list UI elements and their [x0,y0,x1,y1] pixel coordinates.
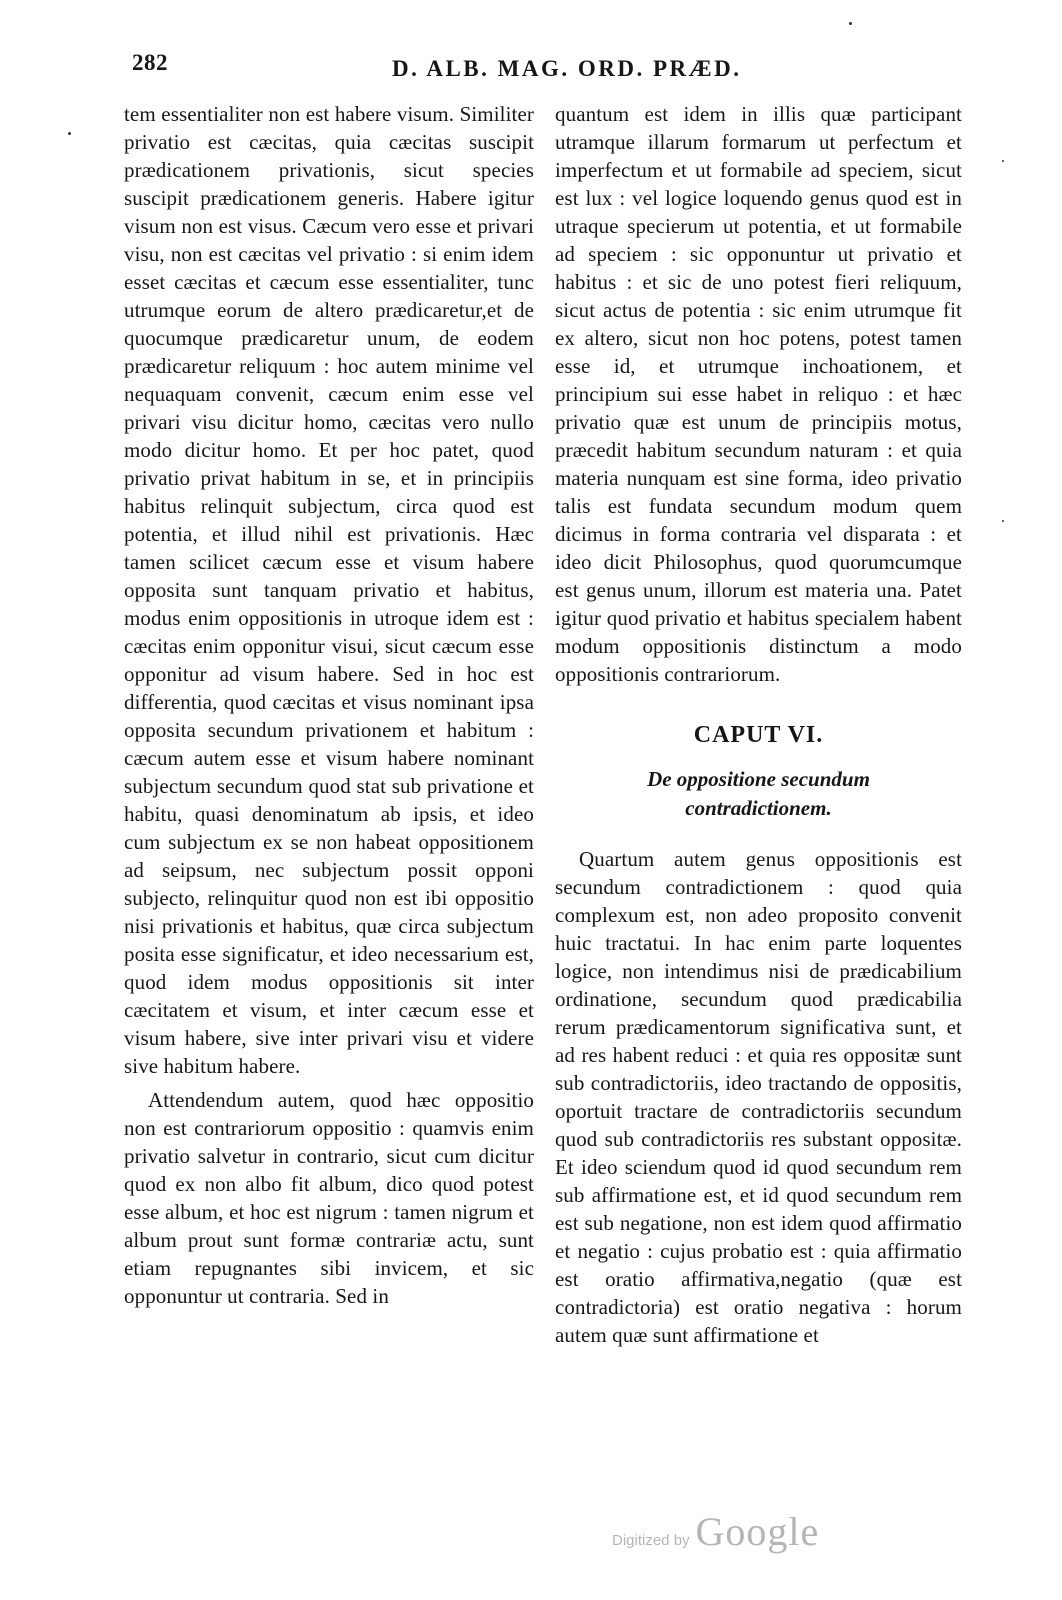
running-head: D. ALB. MAG. ORD. PRÆD. [392,56,742,81]
paragraph: Attendendum autem, quod hæc oppositio non est contrariorum oppositio : quamvis enim privatio salvetur in contrario, sicut cum dicitur quod ex non albo fit album, dico quod potest esse album, et hoc est nigrum : tamen nigrum et album prout sunt formæ contrariæ actu, sunt etiam repugnantes sibi invicem, et sic opponuntur ut contraria. Sed in [124,1088,534,1308]
chapter-subtitle: De oppositione secundum contradictionem. [647,767,870,820]
scan-speck [1002,160,1004,162]
page-number: 282 [132,50,168,75]
scan-speck [849,22,852,25]
paragraph: tem essentialiter non est habere visum. Similiter privatio est cæcitas, quia cæcitas suscipit prædicationem privationis, sicut species suscipit prædicationem generis. Habere igitur visum non est visus. Cæcum vero esse et privari visu, non est cæcitas vel privatio : si enim idem esset cæcitas et cæcum esse essentialiter, tunc utrumque eorum de altero prædicaretur,et de quocumque prædicaretur unum, de eodem prædicaretur reliquum : hoc autem minime vel nequaquam convenit, cæcum enim esse vel privari visu dicitur homo, cæcitas vero nullo modo dicitur homo. Et per hoc patet, quod privatio privat habitum in se, et in principiis habitus relinquit subjectum, circa quod est potentia, et illud nihil est privationis. Hæc tamen scilicet cæcum esse et visum habere opposita sunt tanquam privatio et habitus, modus enim oppositionis in utroque idem est : cæcitas enim opponitur visui, sicut cæcum esse opponitur ad visum habere. Sed in hoc est differentia, quod cæcitas et visus nominant ipsa opposita secundum privationem et habitum : cæcum autem esse et visum habere nominant subjectum secundum quod stat sub privatione et habitu, quasi denominatum ab ipsis, et ideo cum subjectum ex se non habeat oppositionem ad seipsum, nec subjectum possit opponi subjecto, relinquitur quod non est ibi oppositio nisi privationis et habitus, quæ circa subjectum posita esse significatur, et ideo necessarium est, quod idem modus oppositionis sit inter cæcitatem et visum, et inter cæcum esse et visum habere, sive inter privari visu et videre sive habitum habere. [124,102,534,1078]
digitized-by-watermark [612,1508,819,1555]
digitized-by-label: Digitized by [612,1532,690,1549]
paragraph: Quartum autem genus oppositionis est secundum contradictionem : quod quia complexum est, non adeo proposito convenit huic tractatui. In hac enim parte loquentes logice, non intendimus nisi de prædicabilium ordinatione, secundum quod prædicabilia rerum prædicamentorum significativa sunt, et ad res habent reduci : et quia res oppositæ sunt sub contradictoriis, ideo tractando de oppositis, oportuit tractare de contradictoriis secundum quod sub contradictoriis res substant oppositæ. Et ideo sciendum quod id quod secundum rem sub affirmatione est, et id quod secundum rem est sub negatione, non est idem quod affirmatio et negatio : cujus probatio est : quia affirmatio est oratio affirmativa,negatio (quæ est contradictoria) est oratio negativa : horum autem quæ sunt affirmatione et [555,847,962,1347]
right-column [555,100,962,1349]
scan-speck [1002,520,1004,522]
chapter-heading: CAPUT VI. [693,722,824,748]
paragraph: quantum est idem in illis quæ participant utramque illarum formarum ut perfectum et imperfectum et ut formabile ad speciem, sicut est lux : vel logice loquendo genus quod est in utraque specierum ut potentia, et ut formabile ad speciem : sic opponuntur ut privatio et habitus : et sic de uno potest fieri reliquum, sicut actus de potentia : sic enim utrumque fit ex altero, sicut non hoc potens, potest tamen esse id, et utrumque inchoationem, et principium sui esse habet in reliquo : et hæc privatio quæ est unum de principiis motus, præcedit habitum secundum naturam : et quia materia nunquam est sine forma, ideo privatio talis est fundata secundum modum quem dicimus in forma contraria vel disparata : et ideo dicit Philosophus, quod quorumcumque est genus unum, illorum est materia una. Patet igitur quod privatio et habitus specialem habent modum oppositionis distinctum a modo oppositionis contrariorum. [555,102,962,686]
google-logo: Google [695,1509,820,1554]
left-column [124,100,534,1310]
scan-speck [68,132,71,135]
